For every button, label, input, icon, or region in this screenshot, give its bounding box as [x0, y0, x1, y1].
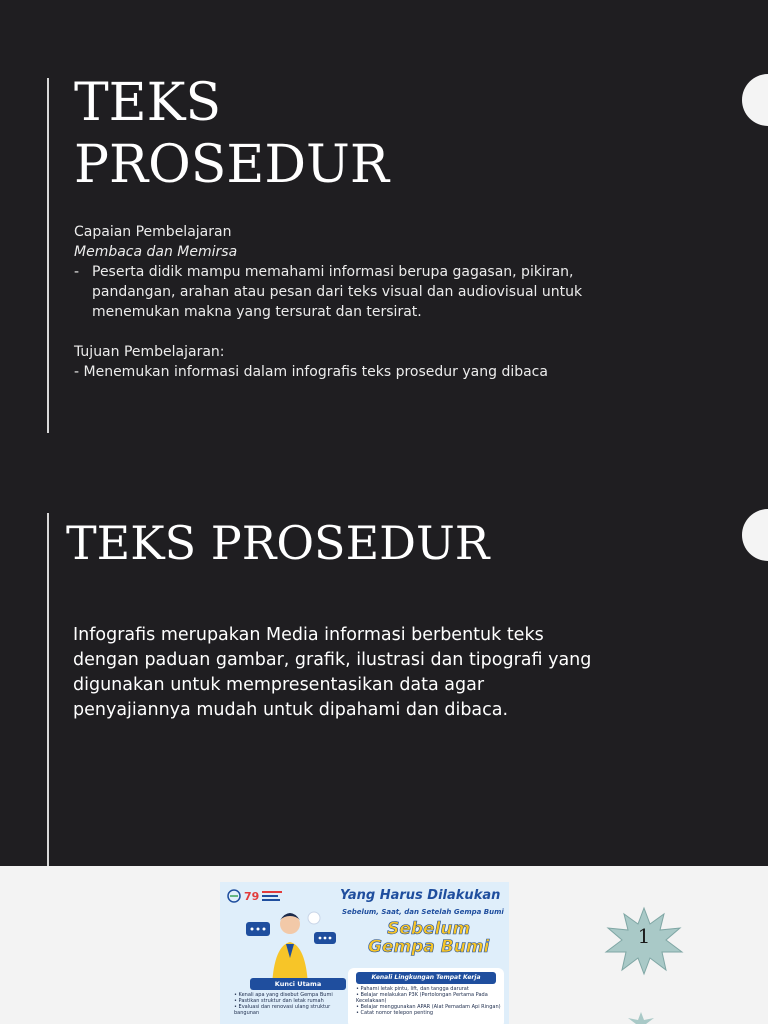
tujuan-label: Tujuan Pembelajaran:	[74, 344, 225, 360]
svg-text:79: 79	[244, 890, 260, 903]
bullet-dash: -	[74, 264, 80, 280]
infographic-heading: Sebelum Gempa Bumi	[368, 919, 490, 957]
star-badge-icon	[626, 1012, 656, 1024]
slide-title: TEKS PROSEDUR	[74, 73, 390, 195]
slide-3	[0, 866, 768, 1024]
list-item: • Kenali apa yang disebut Gempa Bumi	[234, 992, 333, 998]
accent-line	[47, 78, 49, 433]
decorative-circle	[742, 74, 768, 126]
capaian-bullet	[74, 262, 594, 322]
accent-line	[47, 513, 49, 866]
logo-icon	[226, 886, 286, 906]
infographic-title: Yang Harus Dilakukan	[340, 888, 501, 903]
infographic-subtitle: Sebelum, Saat, dan Setelah Gempa Bumi	[342, 908, 504, 916]
slide-paragraph: Infografis merupakan Media informasi berbentuk teks dengan paduan gambar, grafik, ilustrasi dan tipografi yang digunakan untuk mempresentasikan data agar penyajiannya mudah untuk dipahami dan dibaca.	[73, 625, 592, 720]
page-number: 1	[637, 924, 651, 948]
capaian-subtitle: Membaca dan Memirsa	[74, 244, 238, 260]
kunci-utama-list	[234, 992, 350, 1016]
list-item: • Pahami letak pintu, lift, dan tangga darurat	[356, 986, 469, 992]
list-item: • Evaluasi dan renovasi ulang struktur bangunan	[234, 1004, 331, 1016]
kenali-label: Kenali Lingkungan Tempat Kerja	[356, 972, 496, 984]
list-item: • Catat nomor telepon penting	[356, 1010, 434, 1016]
slide-body	[74, 222, 594, 382]
capaian-label: Capaian Pembelajaran	[74, 224, 232, 240]
person-illustration-icon	[244, 908, 344, 986]
tujuan-item: - Menemukan informasi dalam infografis teks prosedur yang dibaca	[74, 364, 548, 380]
capaian-bullet-text: Peserta didik mampu memahami informasi berupa gagasan, pikiran, pandangan, arahan atau pesan dari teks visual dan audiovisual untuk menemukan makna yang tersurat dan tersirat.	[92, 264, 583, 320]
slide-2	[0, 433, 768, 866]
kenali-list	[356, 986, 506, 1016]
slide-title: TEKS PROSEDUR	[66, 516, 490, 570]
kunci-utama-label: Kunci Utama	[250, 978, 346, 990]
list-item: • Pastikan struktur dan letak rumah	[234, 998, 324, 1004]
decorative-circle	[742, 509, 768, 561]
list-item: • Belajar melakukan P3K (Pertolongan Pertama Pada Kecelakaan)	[356, 992, 488, 1004]
slide-1	[0, 0, 768, 433]
infographic-image	[220, 882, 509, 1024]
list-item: • Belajar menggunakan APAR (Alat Pemadam Api Ringan)	[356, 1004, 501, 1010]
